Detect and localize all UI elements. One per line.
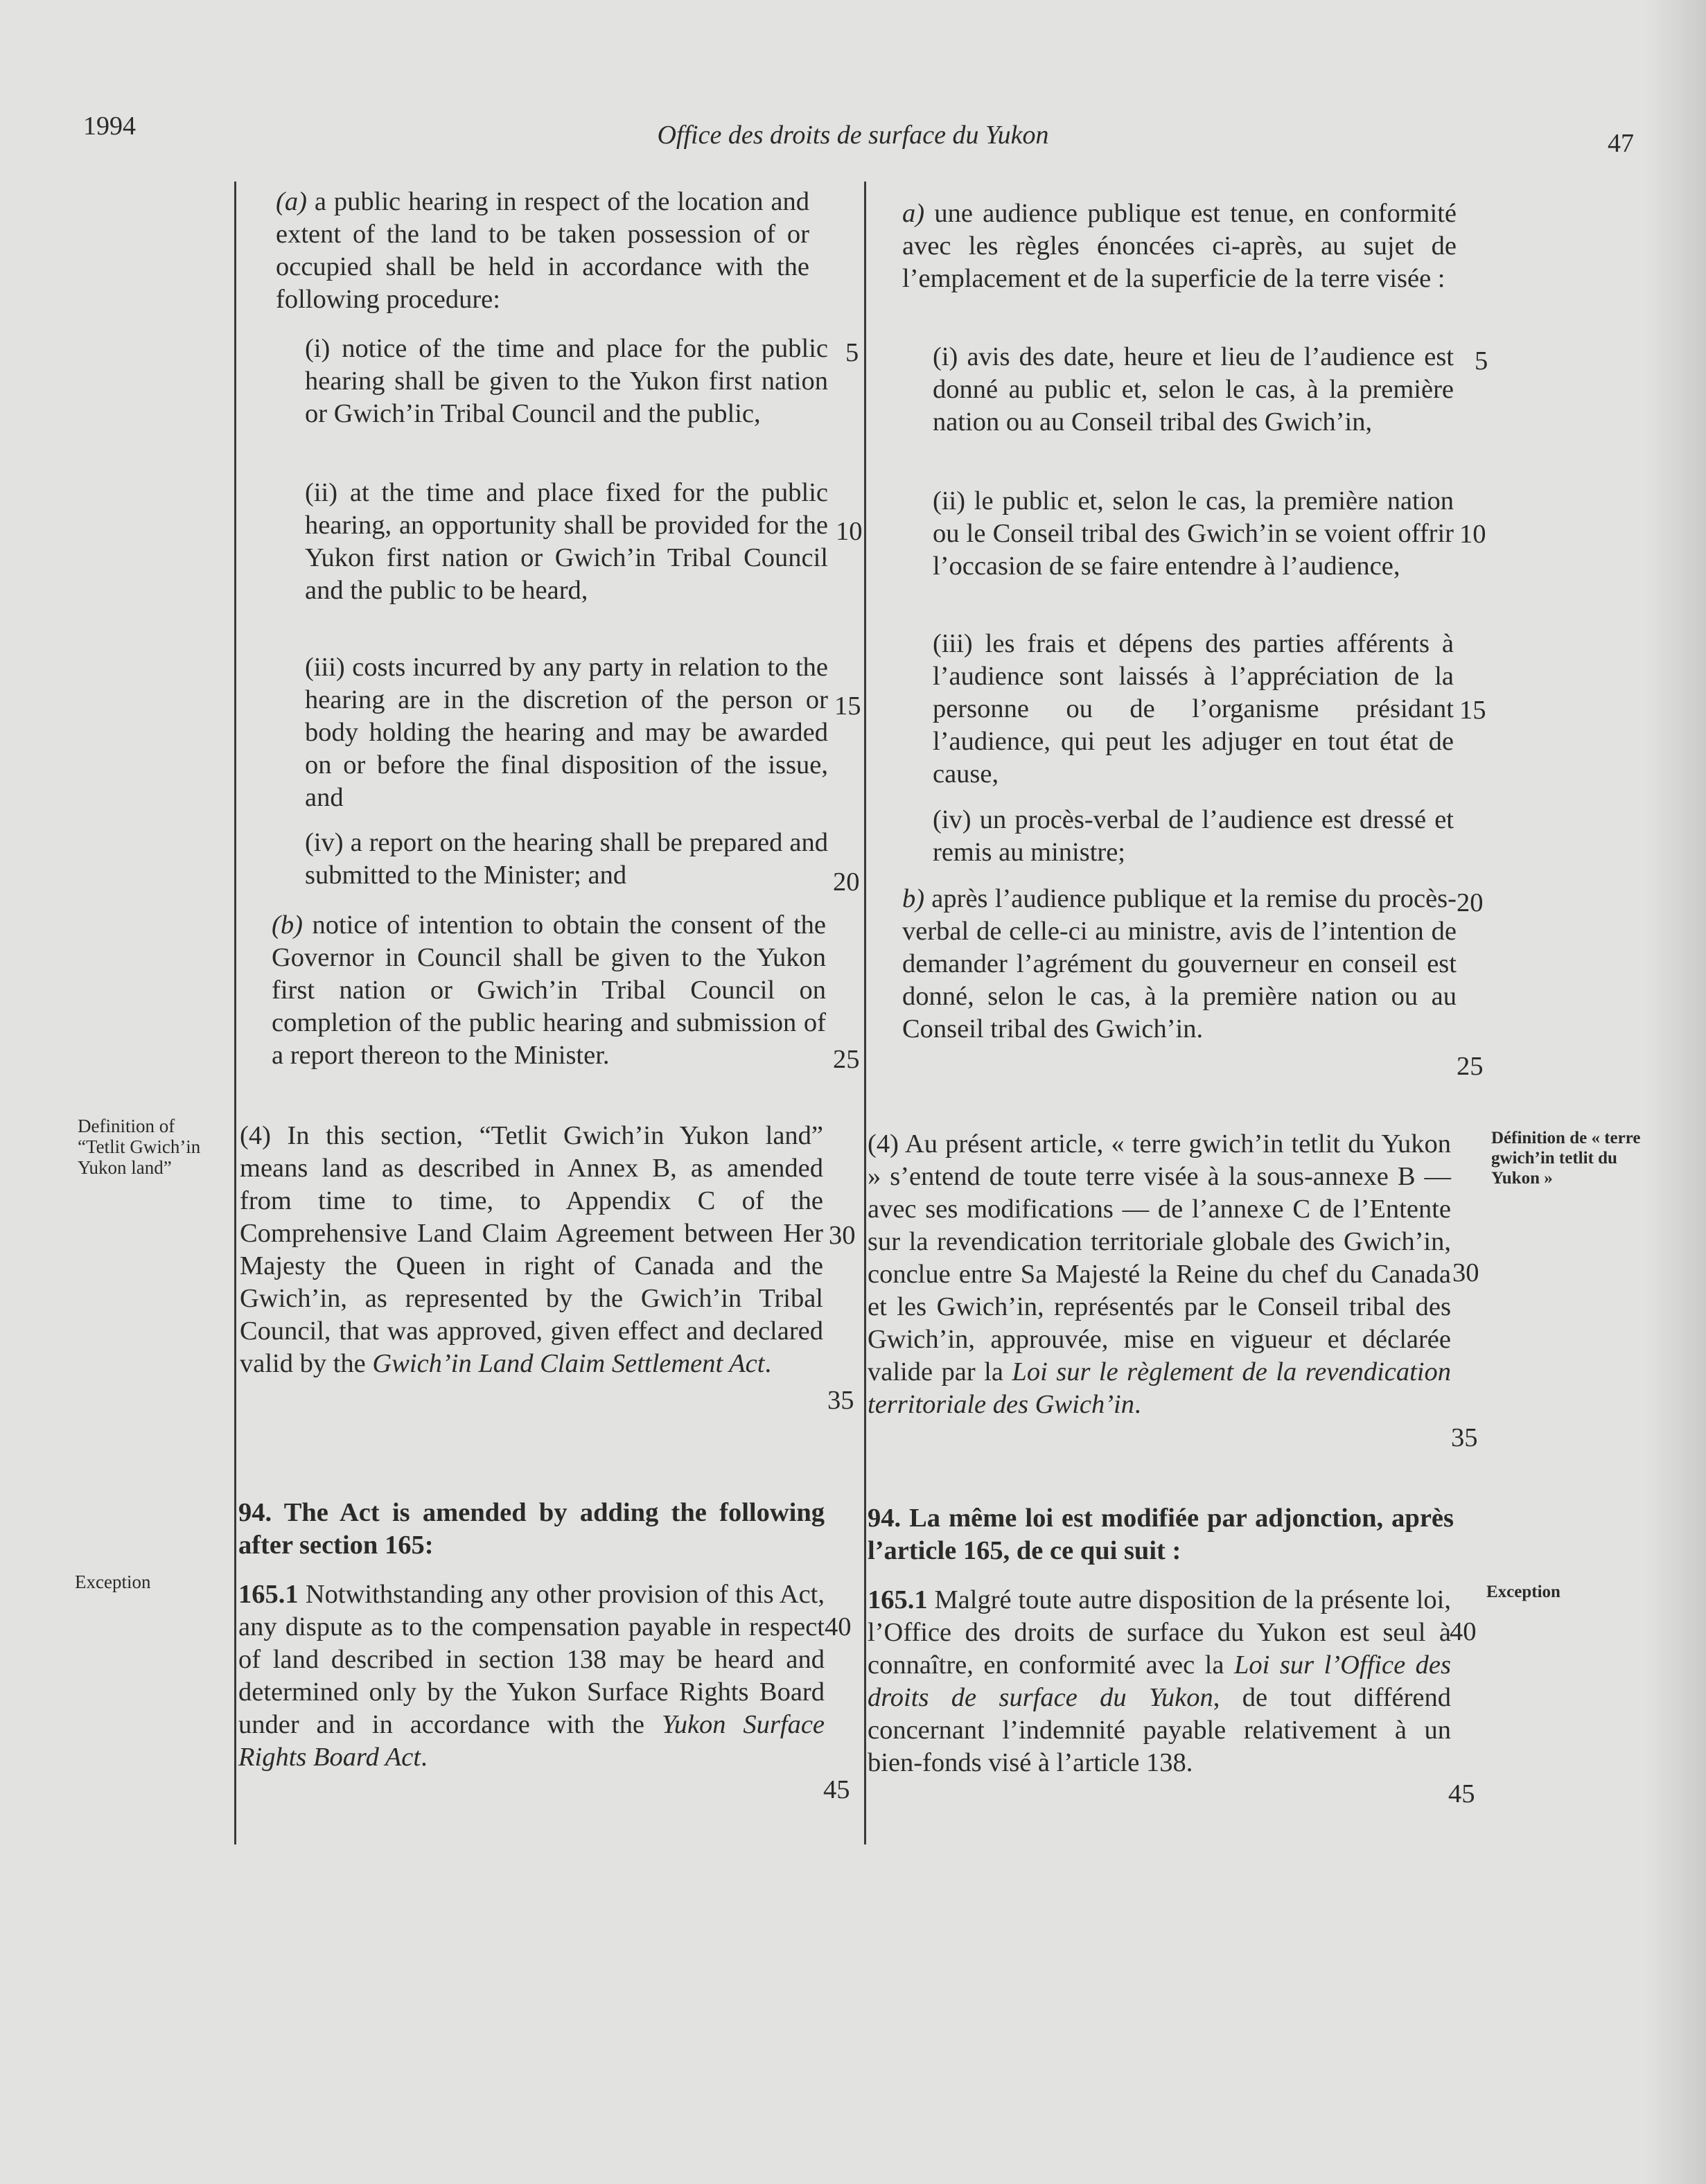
margin-note-exception-en: Exception bbox=[75, 1571, 151, 1592]
fr-line-number: 20 bbox=[1457, 888, 1484, 917]
fr-clause-94: 94. La même loi est modifiée par adjonction, après l’article 165, de ce qui suit : bbox=[868, 1504, 1454, 1565]
fr-sub-i: (i) avis des date, heure et lieu de l’audience est donné au public et, selon le cas, à la première nation ou au Conseil tribal des Gwich’in, bbox=[933, 342, 1454, 437]
en-line-number: 5 bbox=[845, 338, 859, 367]
margin-note-definition-en: Definition of “Tetlit Gwich’in Yukon land” bbox=[78, 1116, 201, 1178]
fr-sub-ii: (ii) le public et, selon le cas, la première nation ou le Conseil tribal des Gwich’in se voient offrir l’occasion de se faire entendre à l’audience, bbox=[933, 486, 1454, 581]
en-line-number: 20 bbox=[833, 868, 860, 897]
fr-line-number: 25 bbox=[1457, 1052, 1484, 1081]
fr-section-165-1: 165.1 Malgré toute autre disposition de la présente loi, l’Office des droits de surface du Yukon est seul à connaître, en conformité avec la Loi sur l’Office des droits de surface du Yukon, de tout différend concernant l’indemnité payable relativement à un bien-fonds visé à l’article 138. bbox=[868, 1585, 1452, 1777]
running-title: Office des droits de surface du Yukon bbox=[657, 121, 1049, 150]
en-section-4: (4) In this section, “Tetlit Gwich’in Yukon land” means land as described in Annex B, as amended from time to time, to Appendix C of the Comprehensive Land Claim Agreement between Her Majesty the Queen in right of Canada and the Gwich’in, as represented by the Gwich’in Tribal Council, that was approved, given effect and declared valid by the Gwich’in Land Claim Settlement Act. bbox=[240, 1121, 823, 1378]
margin-note-definition-fr: Définition de « terre gwich’in tetlit du Yukon » bbox=[1491, 1129, 1641, 1188]
en-line-number: 40 bbox=[825, 1612, 852, 1641]
en-sub-iii: (iii) costs incurred by any party in relation to the hearing are in the discretion of the person or body holding the hearing and may be awarded on or before the final disposition of the issue, and bbox=[305, 653, 828, 812]
en-sub-i: (i) notice of the time and place for the public hearing shall be given to the Yukon first nation or Gwich’in Tribal Council and the public, bbox=[305, 334, 828, 428]
page-number: 47 bbox=[1608, 129, 1634, 158]
french-column-rule bbox=[864, 182, 866, 1844]
en-line-number: 30 bbox=[829, 1221, 856, 1250]
header-year: 1994 bbox=[83, 112, 136, 141]
fr-section-4: (4) Au présent article, « terre gwich’in tetlit du Yukon » s’entend de toute terre visée à la sous-annexe B — avec ses modifications — de l’annexe C de l’Entente sur la revendication territoriale globale des Gwich’in, conclue entre Sa Majesté la Reine du chef du Canada et les Gwich’in, représentés par le Conseil tribal des Gwich’in, approuvée, mise en vigueur et déclarée valide par la Loi sur le règlement de la revendication territoriale des Gwich’in. bbox=[868, 1129, 1451, 1419]
fr-para-b: b) après l’audience publique et la remise du procès-verbal de celle-ci au ministre, avis de l’intention de demander l’agrément du gouverneur en conseil est donné, selon le cas, à la première nation ou au Conseil tribal des Gwich’in. bbox=[902, 884, 1457, 1043]
fr-line-number: 35 bbox=[1451, 1423, 1478, 1452]
en-para-b: (b) notice of intention to obtain the consent of the Governor in Council shall be given to the Yukon first nation or Gwich’in Tribal Council on completion of the public hearing and submission of a report thereon to the Minister. bbox=[272, 910, 826, 1070]
en-clause-94: 94. The Act is amended by adding the following after section 165: bbox=[238, 1498, 825, 1560]
en-sub-ii: (ii) at the time and place fixed for the public hearing, an opportunity shall be provided for the Yukon first nation or Gwich’in Tribal Council and the public to be heard, bbox=[305, 478, 828, 605]
en-section-165-1: 165.1 Notwithstanding any other provision of this Act, any dispute as to the compensation payable in respect of land described in section 138 may be heard and determined only by the Yukon Surface Rights Board under and in accordance with the Yukon Surface Rights Board Act. bbox=[238, 1580, 825, 1772]
en-line-number: 35 bbox=[827, 1386, 854, 1415]
en-line-number: 45 bbox=[823, 1775, 850, 1804]
en-line-number: 10 bbox=[836, 517, 863, 546]
fr-line-number: 15 bbox=[1459, 696, 1486, 725]
en-sub-iv: (iv) a report on the hearing shall be prepared and submitted to the Minister; and bbox=[305, 828, 828, 890]
en-line-number: 25 bbox=[833, 1045, 860, 1074]
en-line-number: 15 bbox=[834, 692, 861, 721]
fr-line-number: 45 bbox=[1448, 1779, 1475, 1808]
fr-sub-iv: (iv) un procès-verbal de l’audience est dressé et remis au ministre; bbox=[933, 805, 1454, 867]
fr-para-a: a) une audience publique est tenue, en conformité avec les règles énoncées ci-après, au sujet de l’emplacement et de la superficie de la terre visée : bbox=[902, 199, 1457, 293]
english-column-rule bbox=[234, 182, 236, 1844]
page-edge-shadow bbox=[1644, 0, 1706, 2184]
fr-line-number: 5 bbox=[1475, 346, 1488, 376]
en-para-a: (a) a public hearing in respect of the location and extent of the land to be taken possession of or occupied shall be held in accordance with the following procedure: bbox=[276, 187, 809, 314]
fr-line-number: 30 bbox=[1452, 1258, 1479, 1287]
fr-sub-iii: (iii) les frais et dépens des parties afférents à l’audience sont laissés à l’appréciation de la personne ou de l’organisme présidant l’audience, qui peut les adjuger en tout état de cause, bbox=[933, 629, 1454, 789]
fr-line-number: 10 bbox=[1459, 520, 1486, 549]
fr-line-number: 40 bbox=[1450, 1617, 1477, 1646]
margin-note-exception-fr: Exception bbox=[1486, 1583, 1560, 1601]
